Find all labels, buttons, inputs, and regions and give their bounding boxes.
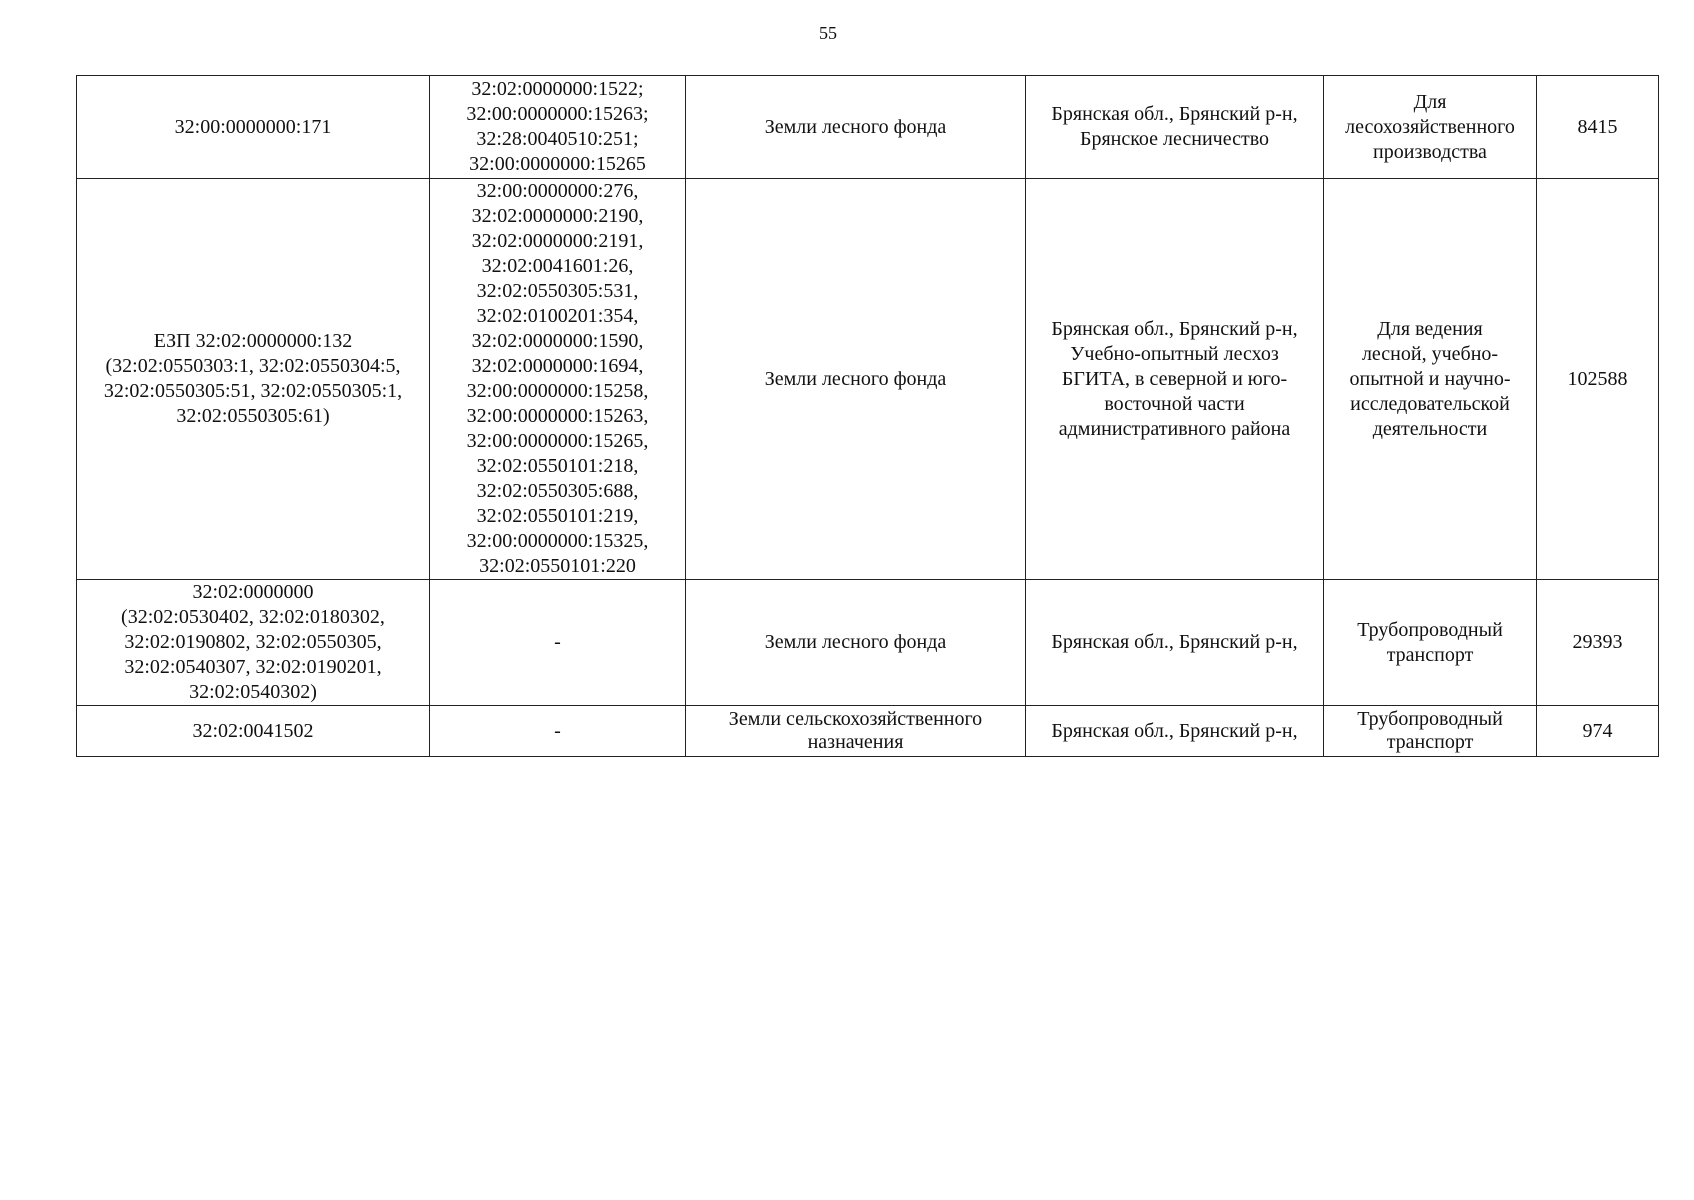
land-category-cell: Земли сельскохозяйственного назначения: [686, 706, 1026, 757]
cadastral-number-cell: 32:00:0000000:171: [77, 76, 430, 179]
land-category-cell: Земли лесного фонда: [686, 76, 1026, 179]
permitted-use-cell: Трубопроводный транспорт: [1324, 706, 1537, 757]
land-category-cell: Земли лесного фонда: [686, 179, 1026, 580]
location-cell: Брянская обл., Брянский р-н,: [1026, 706, 1324, 757]
area-cell: 29393: [1537, 580, 1659, 706]
included-parcels-cell: 32:00:0000000:276, 32:02:0000000:2190, 32:02:0000000:2191, 32:02:0041601:26, 32:02:0550305:531, 32:02:0100201:354, 32:02:0000000:1590, 32:02:0000000:1694, 32:00:0000000:15258, 32:00:0000000:15263, 32:00:0000000:15265, 32:02:0550101:218, 32:02:0550305:688, 32:02:0550101:219, 32:00:0000000:15325, 32:02:0550101:220: [430, 179, 686, 580]
cadastral-number-cell: 32:02:0000000 (32:02:0530402, 32:02:0180302, 32:02:0190802, 32:02:0550305, 32:02:0540307, 32:02:0190201, 32:02:0540302): [77, 580, 430, 706]
permitted-use-cell: Для ведения лесной, учебно- опытной и научно- исследовательской деятельности: [1324, 179, 1537, 580]
table-row: [77, 76, 1659, 179]
table-row: [77, 580, 1659, 706]
cadastral-number-cell: 32:02:0041502: [77, 706, 430, 757]
included-parcels-cell: -: [430, 706, 686, 757]
included-parcels-cell: 32:02:0000000:1522; 32:00:0000000:15263; 32:28:0040510:251; 32:00:0000000:15265: [430, 76, 686, 179]
table-row: [77, 706, 1659, 757]
location-cell: Брянская обл., Брянский р-н, Учебно-опытный лесхоз БГИТА, в северной и юго- восточной части административного района: [1026, 179, 1324, 580]
table-row: [77, 179, 1659, 580]
cadastral-number-cell: ЕЗП 32:02:0000000:132 (32:02:0550303:1, 32:02:0550304:5, 32:02:0550305:51, 32:02:0550305:1, 32:02:0550305:61): [77, 179, 430, 580]
area-cell: 102588: [1537, 179, 1659, 580]
permitted-use-cell: Трубопроводный транспорт: [1324, 580, 1537, 706]
location-cell: Брянская обл., Брянский р-н,: [1026, 580, 1324, 706]
included-parcels-cell: -: [430, 580, 686, 706]
page-number: 55: [819, 23, 837, 43]
land-category-cell: Земли лесного фонда: [686, 580, 1026, 706]
permitted-use-cell: Для лесохозяйственного производства: [1324, 76, 1537, 179]
area-cell: 974: [1537, 706, 1659, 757]
area-cell: 8415: [1537, 76, 1659, 179]
location-cell: Брянская обл., Брянский р-н, Брянское лесничество: [1026, 76, 1324, 179]
parcels-table: [76, 75, 1659, 757]
